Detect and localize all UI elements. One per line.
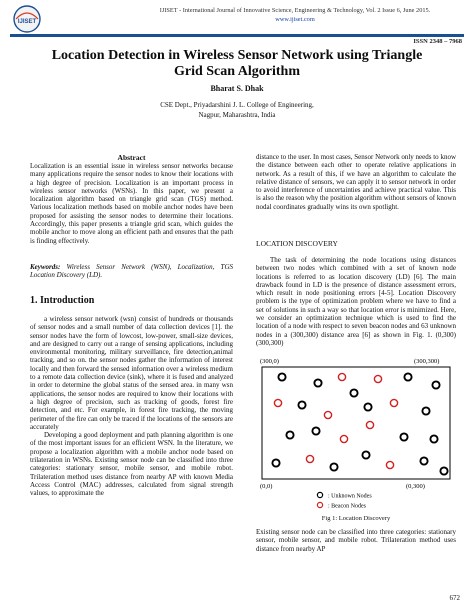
figure-caption: Fig 1: Location Discovery [321, 515, 391, 522]
location-discovery-heading: LOCATION DISCOVERY [256, 239, 338, 248]
node-group [272, 373, 447, 474]
journal-url[interactable]: www.ijiset.com [275, 16, 315, 23]
legend-unknown-label: : Unknown Nodes [328, 493, 372, 500]
unknown-node [440, 467, 447, 474]
issn: ISSN 2348 – 7968 [413, 38, 462, 45]
header-rule [10, 34, 464, 37]
abstract-heading: Abstract [117, 153, 146, 162]
author-affiliation: CSE Dept., Priyadarshini J. L. College of Engineering, Nagpur, Maharashtra, India [160, 101, 314, 119]
unknown-node [400, 433, 407, 440]
intro-heading: 1. Introduction [30, 295, 95, 306]
right-paragraph-3: Existing sensor node can be classified into three categories: stationary sensor, mobile sensor, and mobile robot. Trilateration method uses distance from nearby AP [256, 528, 456, 553]
deployment-area-box [262, 367, 450, 479]
unknown-node [430, 435, 437, 442]
corner-label-bottom-left: (0,0) [260, 483, 273, 490]
paper-title: Location Detection in Wireless Sensor Network using Triangle Grid Scan Algorithm [51, 48, 423, 79]
unknown-node [286, 431, 293, 438]
corner-label-bottom-right: (0,300) [406, 483, 425, 490]
intro-paragraph-2: Developing a good deployment and path planning algorithm is one of the most important issues for an efficient WSN. In the literature, we propose a localization algorithm with a mobile anchor node based on trilateration in WSNs. Existing sensor node can be classified into three categories: stationary sensor, mobile sensor, and mobile robot. Trilateration method uses distance from nearby AP with known Media Access Control (MAC) addresses, calculated from signal strength values, to approximate the [30, 431, 233, 498]
beacon-node [386, 461, 393, 468]
unknown-node [362, 451, 369, 458]
beacon-node [324, 411, 331, 418]
page-number: 672 [449, 594, 460, 602]
right-paragraph-1: distance to the user. In most cases, Sensor Network only needs to know the distance between each other to operate relative applications in network. As a result of this, if we have an algorithm to calculate the relative distance of sensors, we can apply it to sensor network in order to avoid interference of uncertainties and achieve practical value. This is also the reason why the position algorithm without sensors of known nodal coordinates gradually wins its own spotlight. [256, 153, 456, 211]
legend-unknown-symbol [317, 492, 322, 497]
legend-beacon-label: : Beacon Nodes [328, 503, 366, 510]
beacon-node [390, 399, 397, 406]
unknown-node [404, 373, 411, 380]
intro-body [30, 315, 233, 498]
beacon-node [274, 399, 281, 406]
unknown-node [420, 457, 427, 464]
author-name: Bharat S. Dhak [210, 84, 264, 93]
beacon-node [374, 375, 381, 382]
svg-text:IJISET: IJISET [17, 19, 37, 25]
unknown-node [350, 389, 357, 396]
journal-header [130, 6, 460, 24]
corner-label-top-right: (300,300) [414, 358, 440, 365]
corner-label-top-left: (300,0) [260, 358, 279, 365]
journal-logo [10, 4, 44, 38]
unknown-node [432, 381, 439, 388]
beacon-node [340, 435, 347, 442]
unknown-node [272, 459, 279, 466]
abstract-body: Localization is an essential issue in wireless sensor networks because many applications require the sensor nodes to know their locations with a high degree of precision. Localization is an important process in wireless sensor networks (WSNs). In this paper, we present a localization algorithm based on triangle grid scan (TGS) method. Various localization methods based on mobile anchor nodes have been proposed for assisting the sensor nodes to determine their locations. Accordingly, this paper presents a triangle grid scan, which guides the mobile anchor to move along an efficient path and ensures that the path is finding effectively. [30, 162, 233, 245]
beacon-node [366, 421, 373, 428]
journal-name: IJISET - International Journal of Innovative Science, Engineering & Technology, Vol. 2 Issue 6, June 2015. [159, 7, 431, 14]
location-discovery-figure [258, 355, 458, 525]
intro-paragraph-1: a wireless sensor network (wsn) consist of hundreds or thousands of sensor nodes and a small number of data collection devices [1]. the sensor nodes have the form of lowcost, low-power, small-size devices, and are designed to carry out a range of sensing applications, including environmental monitoring, military surveillance, fire detection,animal tracking, and so on. the sensor nodes gather the information of interest locally and then forward the sensed information over a wireless medium to a remote data collection device (sink), where it is fused and analyzed in order to determine the global status of the sensed area. in many wsn applications, the sensor nodes are required to know their locations with a high degree of precision, such as tracking of goods, forest fire detection, and etc. For example, in forest fire tracking, the moving perimeter of the fire can only be traced if the locations of the sensors are accurately [30, 315, 233, 431]
unknown-node [422, 407, 429, 414]
legend-beacon-symbol [317, 502, 322, 507]
beacon-node [306, 455, 313, 462]
unknown-node [298, 401, 305, 408]
unknown-node [278, 373, 285, 380]
unknown-node [314, 379, 321, 386]
unknown-node [312, 427, 319, 434]
right-paragraph-2: The task of determining the node locations using distances between two nodes which combined with a set of known node locations is referred to as location discovery (LD) [6]. The main drawback found in LD is the presence of distance assessment errors, which result in node positioning errors [4-5]. Location Discovery problem is the type of optimization problem where we have to find a set of solutions in such a way so that location error is minimized. Here, we consider an optimization technique which is used to find the location of a node with respect to seven beacon nodes and 63 unknown nodes in a (300,300) distance area [6] as shown in Fig. 1. (0,300) (300,300) [256, 256, 456, 347]
keywords: Keywords: Wireless Sensor Network (WSN), Localization, TGS Location Discovery (LD). [30, 263, 233, 280]
unknown-node [364, 403, 371, 410]
beacon-node [338, 373, 345, 380]
unknown-node [330, 463, 337, 470]
